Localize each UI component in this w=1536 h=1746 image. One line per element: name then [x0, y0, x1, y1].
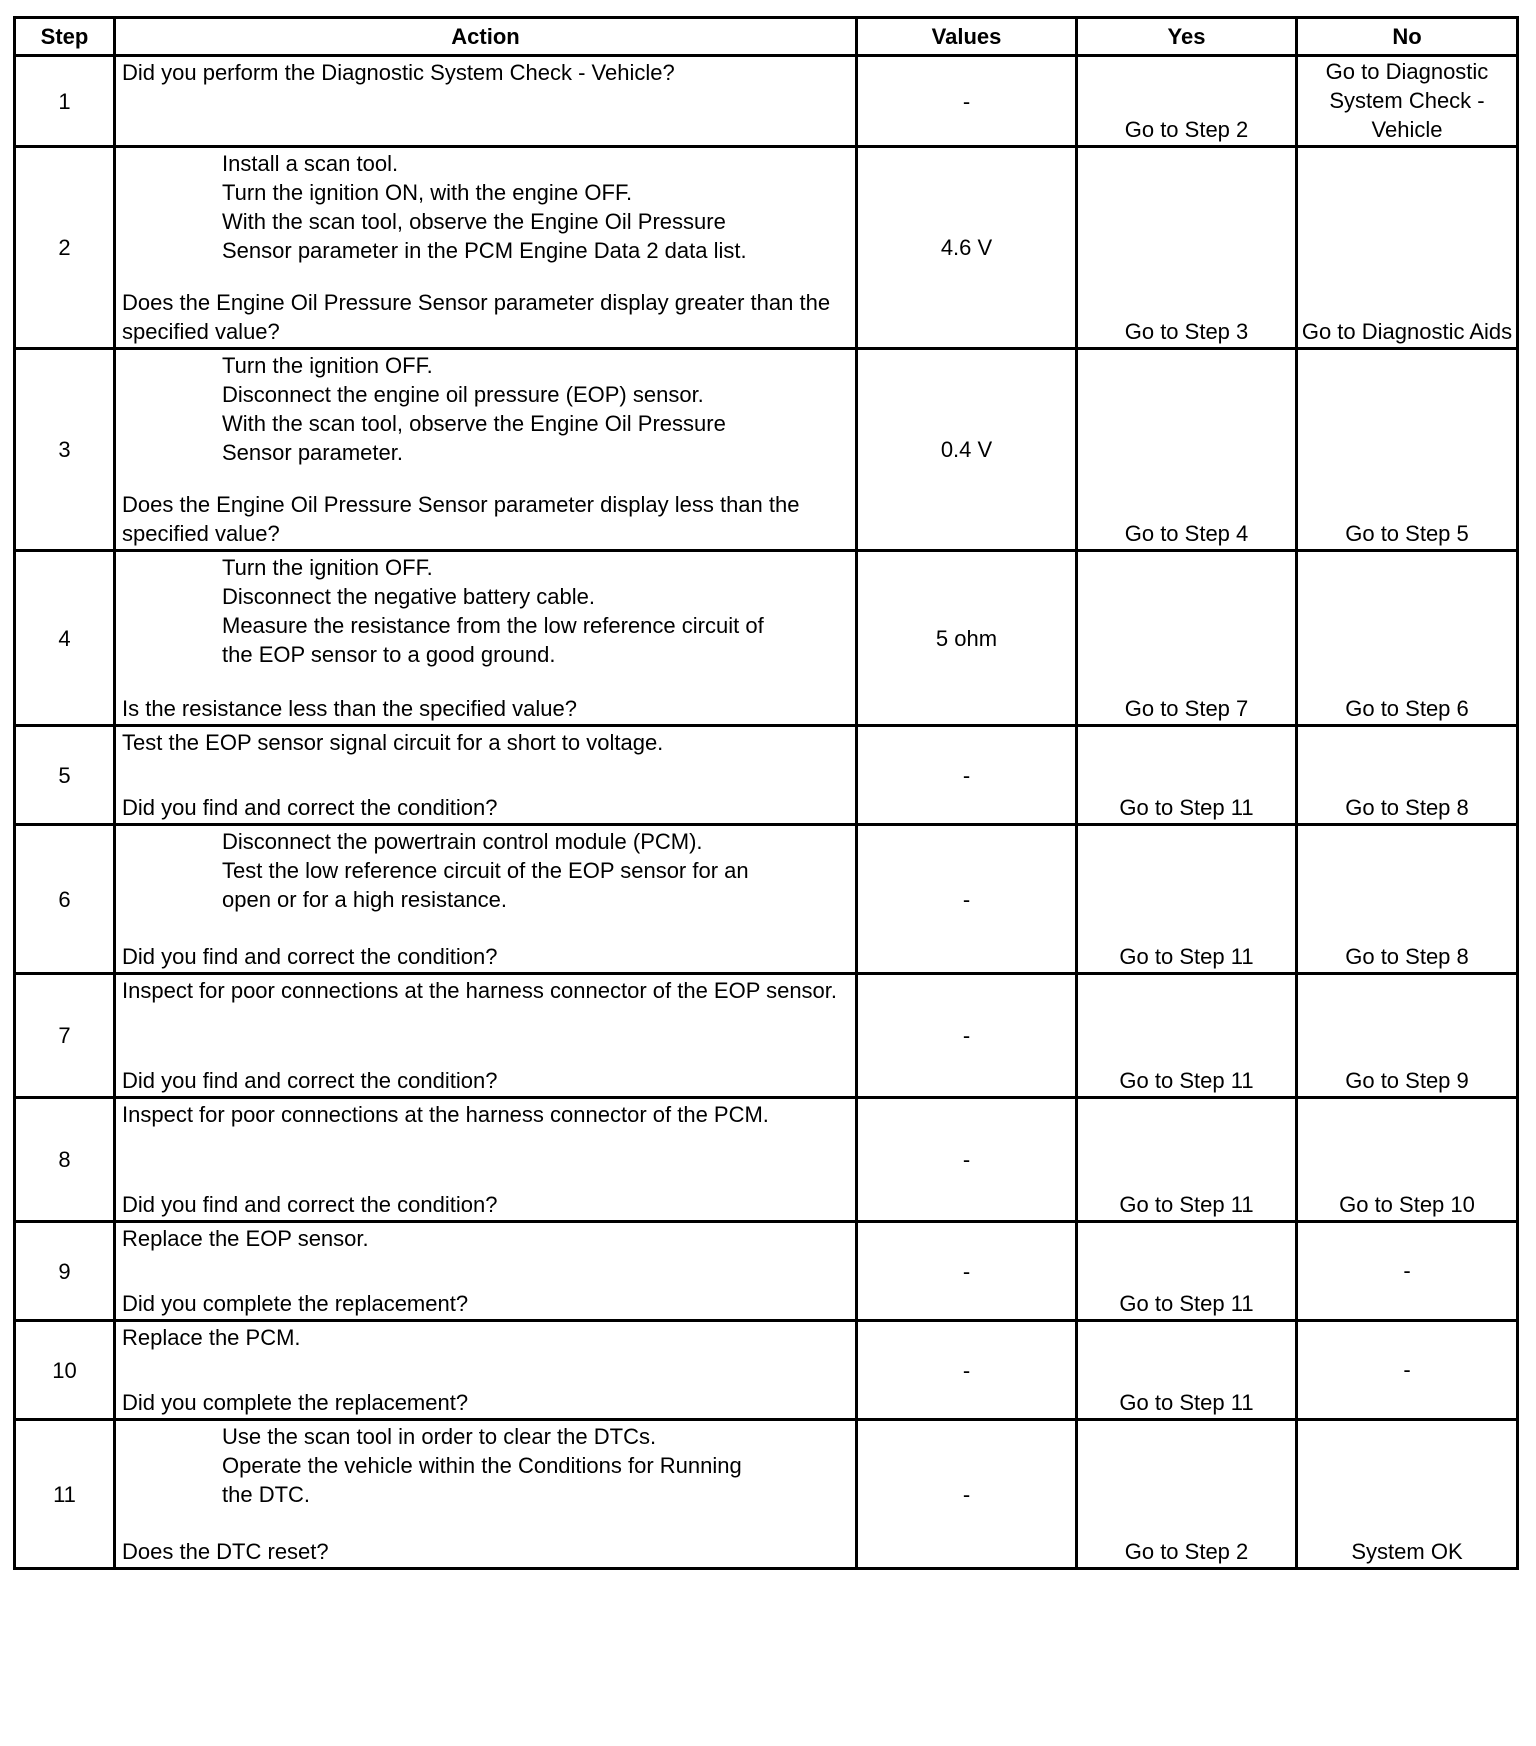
action-cell [115, 726, 857, 825]
step-number: 5 [15, 726, 115, 825]
value-cell: - [857, 825, 1077, 974]
action-question: Did you find and correct the condition? [122, 1192, 498, 1217]
instruction-item: Sensor parameter in the PCM Engine Data 2 data list. [222, 238, 747, 263]
header-yes: Yes [1077, 18, 1297, 56]
header-values: Values [857, 18, 1077, 56]
action-cell [115, 825, 857, 974]
action-top [122, 1100, 851, 1129]
action-cell [115, 551, 857, 726]
action-question: Did you complete the replacement? [122, 1390, 469, 1415]
step-number: 10 [15, 1321, 115, 1420]
no-cell: Go to Step 9 [1297, 974, 1518, 1098]
table-row [15, 1420, 1518, 1569]
table-row [15, 551, 1518, 726]
value-cell: 4.6 V [857, 147, 1077, 349]
instruction-item: Test the low reference circuit of the EOP sensor for an [222, 858, 749, 883]
action-content [116, 1223, 855, 1319]
action-top [122, 728, 851, 757]
no-cell: Go to Step 8 [1297, 825, 1518, 974]
header-no: No [1297, 18, 1518, 56]
header-action: Action [115, 18, 857, 56]
action-question: Did you find and correct the condition? [122, 795, 498, 820]
action-content [116, 148, 855, 347]
action-question: Is the resistance less than the specified value? [122, 696, 577, 721]
yes-cell: Go to Step 11 [1077, 1321, 1297, 1420]
table-row [15, 349, 1518, 551]
instruction-list [122, 827, 851, 914]
yes-cell: Go to Step 7 [1077, 551, 1297, 726]
step-number: 9 [15, 1222, 115, 1321]
step-number: 7 [15, 974, 115, 1098]
action-cell [115, 1321, 857, 1420]
yes-cell: Go to Step 3 [1077, 147, 1297, 349]
instruction-item: the EOP sensor to a good ground. [222, 642, 556, 667]
step-number: 2 [15, 147, 115, 349]
yes-cell: Go to Step 11 [1077, 1098, 1297, 1222]
instruction-item: the DTC. [222, 1482, 311, 1507]
instruction-item: Disconnect the engine oil pressure (EOP) sensor. [222, 382, 704, 407]
instruction-item: Measure the resistance from the low reference circuit of [222, 613, 764, 638]
instruction-item: Sensor parameter. [222, 440, 403, 465]
table-row [15, 726, 1518, 825]
value-cell: - [857, 1420, 1077, 1569]
step-number: 3 [15, 349, 115, 551]
instruction-list [122, 149, 851, 265]
table-row [15, 1098, 1518, 1222]
action-top [122, 1323, 851, 1352]
action-text: Inspect for poor connections at the harness connector of the EOP sensor. [122, 978, 838, 1003]
instruction-list [122, 553, 851, 669]
yes-cell: Go to Step 2 [1077, 1420, 1297, 1569]
table-row [15, 1321, 1518, 1420]
no-cell: Go to Diagnostic Aids [1297, 147, 1518, 349]
action-text: Replace the EOP sensor. [122, 1226, 369, 1251]
action-question: Does the DTC reset? [122, 1539, 329, 1564]
action-content [116, 975, 855, 1096]
instruction-item: Turn the ignition OFF. [222, 353, 433, 378]
action-cell [115, 974, 857, 1098]
instruction-item: Operate the vehicle within the Conditions for Running [222, 1453, 742, 1478]
action-question: Did you find and correct the condition? [122, 1068, 498, 1093]
action-top [122, 976, 851, 1005]
instruction-list [122, 351, 851, 467]
action-text: Replace the PCM. [122, 1325, 301, 1350]
action-content [116, 1322, 855, 1418]
action-question: Does the Engine Oil Pressure Sensor parameter display less than the specified value? [122, 492, 800, 546]
yes-cell: Go to Step 4 [1077, 349, 1297, 551]
action-top [122, 351, 851, 467]
value-cell: 5 ohm [857, 551, 1077, 726]
action-content [116, 1421, 855, 1567]
instruction-item: Disconnect the negative battery cable. [222, 584, 596, 609]
action-text: Test the EOP sensor signal circuit for a short to voltage. [122, 730, 664, 755]
no-cell: System OK [1297, 1420, 1518, 1569]
step-number: 11 [15, 1420, 115, 1569]
action-cell [115, 1420, 857, 1569]
value-cell: - [857, 1098, 1077, 1222]
table-row [15, 974, 1518, 1098]
instruction-item: open or for a high resistance. [222, 887, 507, 912]
action-content [116, 552, 855, 724]
no-cell: Go to Step 6 [1297, 551, 1518, 726]
action-content [116, 350, 855, 549]
value-cell: 0.4 V [857, 349, 1077, 551]
action-content [116, 727, 855, 823]
action-top [122, 827, 851, 914]
action-content [116, 57, 855, 145]
step-number: 6 [15, 825, 115, 974]
yes-cell: Go to Step 11 [1077, 726, 1297, 825]
action-question: Did you complete the replacement? [122, 1291, 469, 1316]
action-top [122, 553, 851, 669]
action-content [116, 826, 855, 972]
table-row [15, 1222, 1518, 1321]
header-step: Step [15, 18, 115, 56]
action-cell [115, 56, 857, 147]
yes-cell: Go to Step 11 [1077, 1222, 1297, 1321]
yes-cell: Go to Step 2 [1077, 56, 1297, 147]
no-cell: Go to Step 5 [1297, 349, 1518, 551]
action-cell [115, 1098, 857, 1222]
instruction-item: With the scan tool, observe the Engine Oil Pressure [222, 411, 726, 436]
action-top [122, 1422, 851, 1509]
action-text: Inspect for poor connections at the harness connector of the PCM. [122, 1102, 769, 1127]
no-cell: Go to Step 10 [1297, 1098, 1518, 1222]
action-top [122, 58, 851, 87]
action-top [122, 1224, 851, 1253]
yes-cell: Go to Step 11 [1077, 825, 1297, 974]
action-question: Does the Engine Oil Pressure Sensor parameter display greater than the specified value? [122, 290, 831, 344]
table-row [15, 56, 1518, 147]
header-row [15, 18, 1518, 56]
value-cell: - [857, 1222, 1077, 1321]
diagnostic-table [13, 16, 1519, 1570]
step-number: 8 [15, 1098, 115, 1222]
instruction-item: Install a scan tool. [222, 151, 399, 176]
instruction-item: Disconnect the powertrain control module (PCM). [222, 829, 703, 854]
instruction-item: Use the scan tool in order to clear the DTCs. [222, 1424, 657, 1449]
action-content [116, 1099, 855, 1220]
step-number: 4 [15, 551, 115, 726]
no-cell: - [1297, 1321, 1518, 1420]
action-text: Did you perform the Diagnostic System Check - Vehicle? [122, 60, 675, 85]
action-cell [115, 147, 857, 349]
value-cell: - [857, 56, 1077, 147]
instruction-item: Turn the ignition OFF. [222, 555, 433, 580]
action-top [122, 149, 851, 265]
action-cell [115, 1222, 857, 1321]
instruction-item: With the scan tool, observe the Engine Oil Pressure [222, 209, 726, 234]
no-cell: - [1297, 1222, 1518, 1321]
step-number: 1 [15, 56, 115, 147]
yes-cell: Go to Step 11 [1077, 974, 1297, 1098]
table-row [15, 825, 1518, 974]
action-question: Did you find and correct the condition? [122, 944, 498, 969]
no-cell: Go to Diagnostic System Check - Vehicle [1297, 56, 1518, 147]
action-cell [115, 349, 857, 551]
value-cell: - [857, 726, 1077, 825]
table-body [15, 56, 1518, 1569]
no-cell: Go to Step 8 [1297, 726, 1518, 825]
value-cell: - [857, 974, 1077, 1098]
table-row [15, 147, 1518, 349]
value-cell: - [857, 1321, 1077, 1420]
instruction-item: Turn the ignition ON, with the engine OFF. [222, 180, 633, 205]
instruction-list [122, 1422, 851, 1509]
